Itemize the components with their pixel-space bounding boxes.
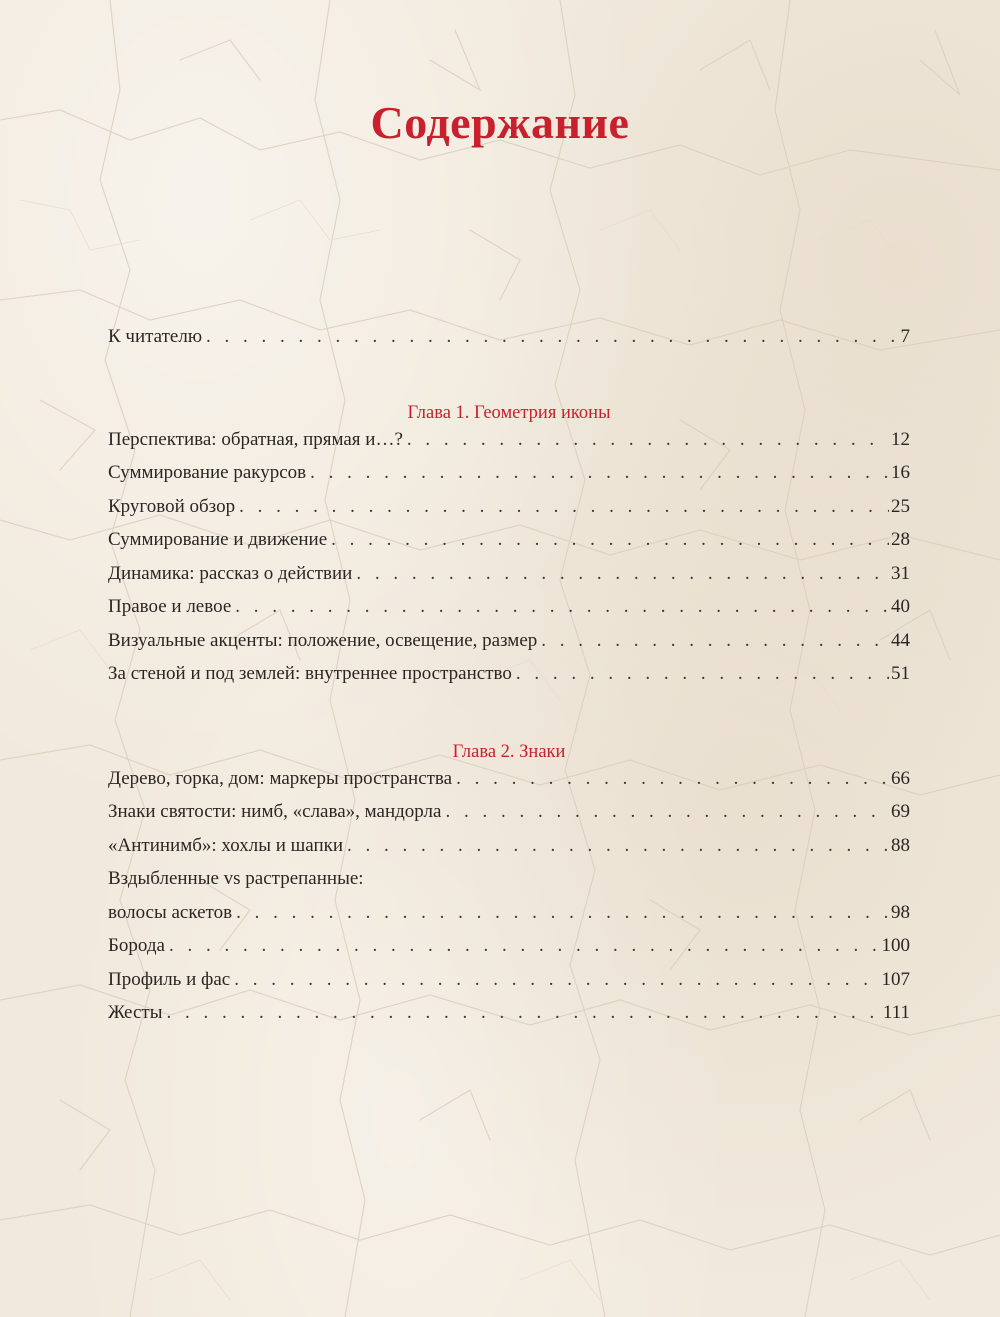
toc-entry-page: 7	[900, 326, 910, 347]
toc-entry[interactable]	[108, 429, 910, 463]
dot-leader	[331, 529, 889, 551]
toc-entry-page: 98	[891, 901, 910, 923]
dot-leader	[456, 768, 889, 790]
toc-entry[interactable]	[108, 563, 910, 597]
dot-leader	[166, 1002, 880, 1024]
toc-entry-label: Суммирование ракурсов	[108, 462, 307, 483]
toc-entry-page: 28	[891, 529, 910, 550]
toc-entry-page: 88	[891, 834, 910, 856]
dot-leader	[236, 902, 889, 924]
toc-entry[interactable]	[108, 596, 910, 630]
dot-leader	[347, 835, 889, 857]
dot-leader	[541, 630, 889, 652]
toc-entry-page: 107	[881, 968, 910, 990]
table-of-contents	[108, 326, 910, 1036]
page-title: Содержание	[370, 97, 630, 148]
dot-leader	[235, 596, 889, 618]
toc-entry[interactable]	[108, 835, 910, 869]
toc-entry-label: Борода	[108, 935, 165, 956]
dot-leader	[445, 801, 889, 823]
toc-entry-label: Динамика: рассказ о действии	[108, 562, 353, 584]
toc-entry-label: Знаки святости: нимб, «слава», мандорла	[108, 801, 442, 822]
toc-entry-label: Правое и левое	[108, 596, 232, 617]
toc-entry-label: Суммирование и движение	[108, 529, 328, 550]
toc-entry[interactable]	[108, 969, 910, 1003]
toc-entry-page: 25	[891, 495, 910, 517]
toc-entry-label: волосы аскетов	[108, 901, 233, 923]
toc-entry-label: Жесты	[108, 1002, 163, 1023]
toc-entry-page: 100	[881, 935, 910, 956]
dot-leader	[206, 326, 898, 348]
toc-entry-page: 111	[882, 1002, 910, 1023]
toc-entry-page: 31	[891, 562, 910, 584]
toc-entry-continued-title[interactable]	[108, 868, 910, 902]
toc-entry[interactable]	[108, 801, 910, 835]
toc-entry-page: 44	[891, 629, 910, 651]
dot-leader	[169, 935, 880, 957]
chapter-2-heading[interactable]: Глава 2. Знаки	[452, 741, 566, 762]
toc-entry-page: 16	[891, 462, 910, 483]
toc-entry-label: За стеной и под землей: внутреннее пространство	[108, 663, 512, 684]
toc-entry[interactable]	[108, 529, 910, 563]
toc-entry[interactable]	[108, 663, 910, 697]
toc-entry-label: Вздыбленные vs растрепанные:	[108, 868, 364, 889]
dot-leader	[516, 663, 889, 685]
toc-entry[interactable]	[108, 935, 910, 969]
toc-entry[interactable]	[108, 496, 910, 530]
toc-entry[interactable]	[108, 462, 910, 496]
dot-leader	[356, 563, 889, 585]
toc-entry-intro[interactable]	[108, 326, 910, 360]
toc-entry-label: К читателю	[108, 326, 203, 347]
toc-entry-page: 12	[891, 428, 910, 450]
toc-entry-label: Дерево, горка, дом: маркеры пространства	[108, 767, 453, 789]
toc-entry[interactable]	[108, 630, 910, 664]
dot-leader	[239, 496, 889, 518]
chapter-1-heading[interactable]: Глава 1. Геометрия иконы	[407, 402, 611, 423]
toc-entry-page: 66	[891, 767, 910, 789]
toc-entry-label: Перспектива: обратная, прямая и…?	[108, 428, 403, 450]
dot-leader	[234, 969, 879, 991]
toc-entry[interactable]	[108, 768, 910, 802]
toc-entry-label: «Антинимб»: хохлы и шапки	[108, 834, 344, 856]
toc-entry[interactable]	[108, 902, 910, 936]
toc-entry-page: 69	[891, 801, 910, 822]
toc-entry-label: Круговой обзор	[108, 495, 236, 517]
toc-entry-label: Визуальные акценты: положение, освещение, размер	[108, 629, 538, 651]
toc-entry-page: 51	[891, 663, 910, 684]
dot-leader	[407, 429, 889, 451]
toc-entry-page: 40	[891, 596, 910, 617]
dot-leader	[310, 462, 889, 484]
toc-entry-label: Профиль и фас	[108, 968, 231, 990]
toc-entry[interactable]	[108, 1002, 910, 1036]
